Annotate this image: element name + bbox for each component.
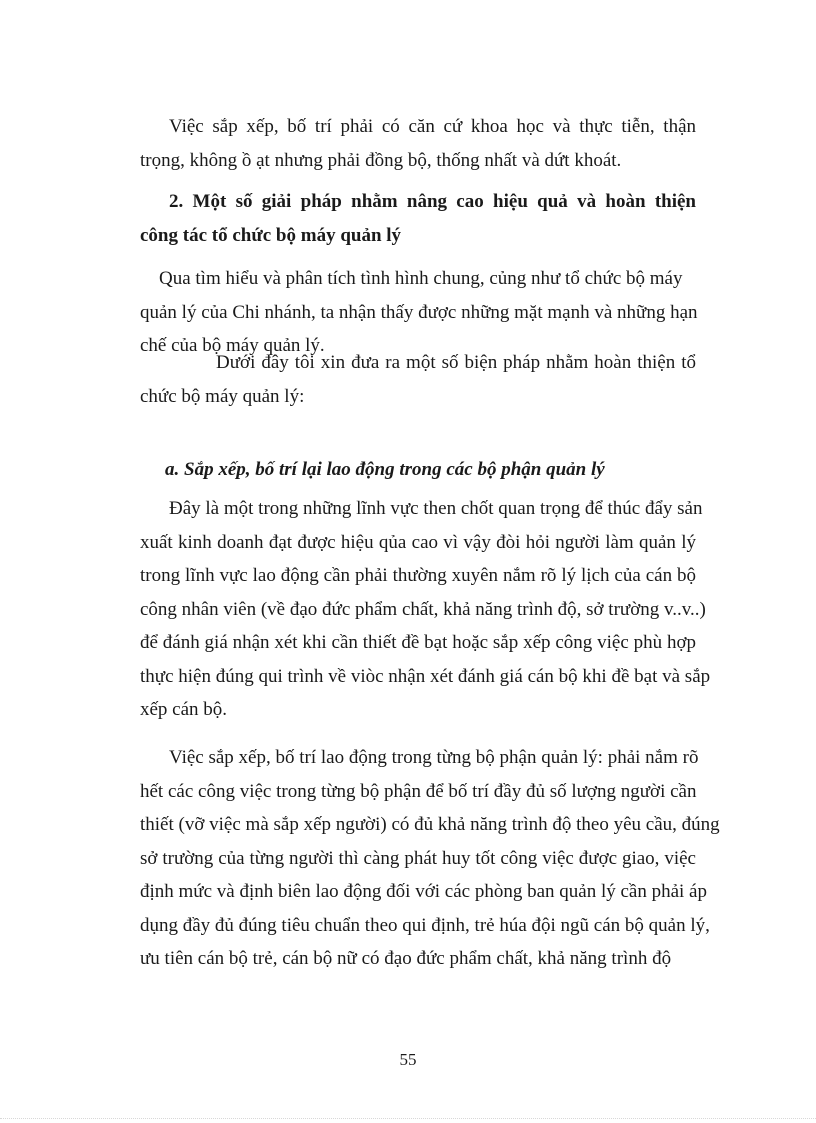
page-bottom-divider <box>0 1118 816 1119</box>
text-line: Đây là một trong những lĩnh vực then chốt quan trọng để thúc đẩy sản <box>169 498 703 519</box>
text-line: trong lĩnh vực lao động cần phải thường xuyên nắm rõ lý lịch của cán bộ <box>140 565 696 586</box>
text-line: dụng đầy đủ đúng tiêu chuẩn theo qui định, trẻ húa đội ngũ cán bộ quản lý, <box>140 914 710 936</box>
text-line: xếp cán bộ. <box>140 699 228 720</box>
text-line: hết các công việc trong từng bộ phận để bố trí đầy đủ số lượng người cần <box>140 780 697 802</box>
text-line: chức bộ máy quản lý: <box>140 385 305 407</box>
heading-line: công tác tổ chức bộ máy quản lý <box>140 224 402 246</box>
subheading-line: a. Sắp xếp, bố trí lại lao động trong các bộ phận quản lý <box>165 459 605 480</box>
text-line: sở trường của từng người thì càng phát huy tốt công việc được giao, việc <box>140 847 696 869</box>
text-line: thực hiện đúng qui trình về viòc nhận xét đánh giá cán bộ khi đề bạt và sắp <box>140 665 711 687</box>
text-line: quản lý của Chi nhánh, ta nhận thấy được những mặt mạnh và những hạn <box>140 301 698 323</box>
text-line: ưu tiên cán bộ trẻ, cán bộ nữ có đạo đức phẩm chất, khả năng trình độ <box>140 948 672 969</box>
subsection-heading <box>165 453 605 486</box>
section-heading <box>140 185 696 252</box>
text-line: để đánh giá nhận xét khi cần thiết đề bạt hoặc sắp xếp công việc phù hợp <box>140 632 696 653</box>
text-line: Việc sắp xếp, bố trí phải có căn cứ khoa học và thực tiễn, thận <box>169 116 696 137</box>
paragraph-4 <box>140 492 711 727</box>
paragraph-5 <box>140 741 720 976</box>
page-number: 55 <box>399 1050 417 1069</box>
text-line: định mức và định biên lao động đối với các phòng ban quản lý cần phải áp <box>140 881 707 902</box>
text-line: xuất kinh doanh đạt được hiệu qủa cao vì vậy đòi hỏi người làm quản lý <box>140 531 696 553</box>
heading-line: 2. Một số giải pháp nhằm nâng cao hiệu quả và hoàn thiện <box>169 191 696 212</box>
text-line: chế của bộ máy quản lý. <box>140 335 325 356</box>
text-line: Việc sắp xếp, bố trí lao động trong từng bộ phận quản lý: phải nắm rõ <box>169 747 699 768</box>
text-line: Qua tìm hiểu và phân tích tình hình chung, củng như tổ chức bộ máy <box>159 268 683 289</box>
text-line: trọng, không ồ ạt nhưng phải đồng bộ, thống nhất và dứt khoát. <box>140 149 622 171</box>
text-line: Dưới đây tôi xin đưa ra một số biện pháp nhằm hoàn thiện tổ <box>216 352 696 373</box>
text-line: thiết (vỡ việc mà sắp xếp người) có đủ khả năng trình độ theo yêu cầu, đúng <box>140 814 720 835</box>
text-line: công nhân viên (về đạo đức phẩm chất, khả năng trình độ, sở trường v..v..) <box>140 598 706 620</box>
paragraph-3 <box>140 346 696 413</box>
paragraph-1 <box>140 110 696 177</box>
